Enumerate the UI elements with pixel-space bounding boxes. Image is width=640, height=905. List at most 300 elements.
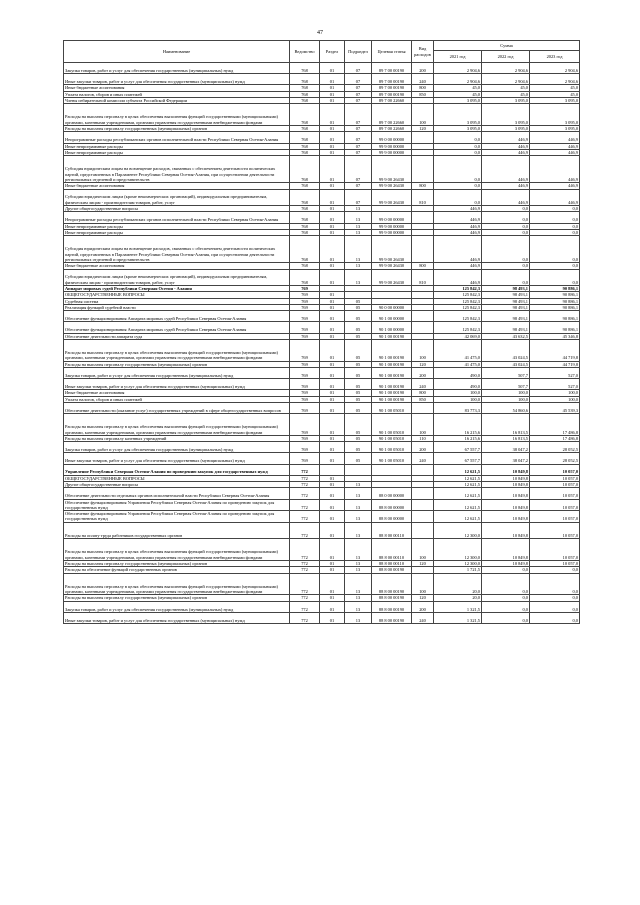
cell-vedomstvo: 772: [290, 612, 320, 623]
cell-amount-2023: 10 057,0: [530, 561, 580, 567]
cell-amount-2022: 0,0: [482, 206, 530, 212]
cell-amount-2022: 45,0: [482, 85, 530, 91]
cell-amount-2023: 446,9: [530, 143, 580, 149]
cell-amount-2022: 0,0: [482, 601, 530, 612]
cell-vedomstvo: 772: [290, 488, 320, 499]
cell-amount-2023: 10 057,0: [530, 522, 580, 539]
cell-amount-2022: 0,0: [482, 263, 530, 269]
cell-amount-2021: 45,0: [434, 91, 482, 97]
cell-amount-2023: 100,0: [530, 390, 580, 396]
table-row: [64, 499, 580, 511]
cell-amount-2022: 446,9: [482, 149, 530, 155]
cell-amount-2022: 16 813,5: [482, 435, 530, 441]
cell-amount-2023: 0,0: [530, 269, 580, 286]
cell-amount-2021: 446,9: [434, 263, 482, 269]
cell-podrazdel: 05: [345, 333, 372, 339]
cell-name: Иные закупки товаров, работ и услуг для обеспечения государственных (муниципальных) нужд: [64, 74, 290, 85]
cell-amount-2021: 12 300,0: [434, 561, 482, 567]
cell-expense-type: 100: [412, 414, 434, 436]
cell-name: Иные непрограммные расходы: [64, 229, 290, 235]
cell-amount-2023: 3 095,0: [530, 126, 580, 132]
cell-vedomstvo: 772: [290, 464, 320, 475]
header-vedomstvo: Ведомство: [290, 41, 320, 63]
cell-target-article: 90 1 00 00190: [372, 379, 412, 390]
cell-amount-2022: 0,0: [482, 573, 530, 595]
cell-name: Расходы на обеспечение функций государственных органов: [64, 567, 290, 573]
cell-name: Реализация функций судебной власти: [64, 304, 290, 310]
cell-podrazdel: 07: [345, 91, 372, 97]
cell-target-article: 89 7 00 22660: [372, 97, 412, 103]
cell-name: Субсидии юридическим лицам (кроме некоммерческих организаций), индивидуальным предпринимателям, физическим лицам - производителям товаров, работ, услуг: [64, 269, 290, 286]
cell-amount-2023: 10 057,0: [530, 475, 580, 481]
cell-name: Иные бюджетные ассигнования: [64, 85, 290, 91]
page-number: 47: [317, 30, 323, 36]
cell-name: Иные бюджетные ассигнования: [64, 183, 290, 189]
cell-name: Субсидии юридическим лицам (кроме некоммерческих организаций), индивидуальным предпринимателям, физическим лицам - производителям товаров, работ, услуг: [64, 189, 290, 206]
cell-expense-type: 120: [412, 126, 434, 132]
cell-name: Закупка товаров, работ и услуг для обеспечения государственных (муниципальных) нужд: [64, 367, 290, 378]
cell-vedomstvo: 772: [290, 595, 320, 601]
cell-expense-type: 850: [412, 91, 434, 97]
cell-amount-2023: 10 057,0: [530, 511, 580, 523]
cell-amount-2023: 446,9: [530, 189, 580, 206]
table-row: [64, 322, 580, 333]
cell-amount-2022: 10 849,8: [482, 511, 530, 523]
cell-target-article: 99 9 00 26430: [372, 236, 412, 263]
cell-amount-2021: 446,9: [434, 212, 482, 223]
cell-vedomstvo: 768: [290, 91, 320, 97]
cell-amount-2021: 12 621,5: [434, 475, 482, 481]
cell-amount-2021: 125 842,3: [434, 304, 482, 310]
cell-razdel: 01: [320, 567, 345, 573]
cell-amount-2022: 10 849,8: [482, 561, 530, 567]
cell-amount-2022: 98 493,1: [482, 322, 530, 333]
cell-razdel: 01: [320, 63, 345, 74]
cell-razdel: 01: [320, 304, 345, 310]
table-row: [64, 442, 580, 453]
cell-amount-2021: 1 321,5: [434, 612, 482, 623]
cell-target-article: 90 1 00 05010: [372, 402, 412, 413]
cell-vedomstvo: 772: [290, 539, 320, 561]
cell-razdel: 01: [320, 396, 345, 402]
cell-target-article: 89 7 00 22660: [372, 104, 412, 126]
cell-vedomstvo: 768: [290, 206, 320, 212]
cell-vedomstvo: 772: [290, 475, 320, 481]
cell-name: Уплата налогов, сборов и иных платежей: [64, 396, 290, 402]
table-row: [64, 367, 580, 378]
cell-name: Непрограммные расходы республиканских органов исполнительной власти Республики Северная Осетия-Алания: [64, 132, 290, 143]
cell-name: Иные закупки товаров, работ и услуг для обеспечения государственных (муниципальных) нужд: [64, 379, 290, 390]
cell-expense-type: 810: [412, 189, 434, 206]
cell-podrazdel: 13: [345, 561, 372, 567]
cell-razdel: 01: [320, 269, 345, 286]
cell-amount-2021: 125 842,3: [434, 292, 482, 298]
cell-name: Расходы на выплаты персоналу государственных (муниципальных) органов: [64, 561, 290, 567]
cell-amount-2022: 3 095,0: [482, 104, 530, 126]
cell-amount-2021: 12 621,5: [434, 499, 482, 511]
cell-amount-2023: 90 886,1: [530, 298, 580, 304]
cell-amount-2021: 12 621,5: [434, 464, 482, 475]
cell-expense-type: 200: [412, 601, 434, 612]
cell-expense-type: [412, 499, 434, 511]
cell-vedomstvo: 769: [290, 322, 320, 333]
cell-amount-2022: 0,0: [482, 229, 530, 235]
cell-expense-type: [412, 212, 434, 223]
cell-vedomstvo: 769: [290, 361, 320, 367]
cell-vedomstvo: 769: [290, 402, 320, 413]
cell-expense-type: [412, 236, 434, 263]
cell-podrazdel: 13: [345, 223, 372, 229]
cell-podrazdel: 07: [345, 85, 372, 91]
cell-razdel: 01: [320, 298, 345, 304]
cell-amount-2021: 12 621,5: [434, 511, 482, 523]
cell-target-article: 90 1 00 00000: [372, 322, 412, 333]
cell-amount-2023: 446,9: [530, 132, 580, 143]
cell-podrazdel: 05: [345, 339, 372, 361]
cell-razdel: 01: [320, 104, 345, 126]
cell-expense-type: 100: [412, 104, 434, 126]
cell-amount-2021: 125 842,3: [434, 311, 482, 322]
cell-podrazdel: 05: [345, 304, 372, 310]
cell-amount-2021: 0,0: [434, 189, 482, 206]
cell-amount-2021: 12 621,5: [434, 488, 482, 499]
cell-expense-type: 100: [412, 339, 434, 361]
cell-expense-type: 100: [412, 573, 434, 595]
cell-vedomstvo: 768: [290, 85, 320, 91]
cell-podrazdel: 07: [345, 149, 372, 155]
cell-vedomstvo: 772: [290, 511, 320, 523]
cell-expense-type: [412, 402, 434, 413]
cell-razdel: 01: [320, 482, 345, 488]
cell-amount-2021: 446,9: [434, 269, 482, 286]
cell-target-article: 99 9 00 00000: [372, 229, 412, 235]
cell-name: ОБЩЕГОСУДАРСТВЕННЫЕ ВОПРОСЫ: [64, 292, 290, 298]
cell-target-article: 90 1 00 05010: [372, 442, 412, 453]
cell-razdel: 01: [320, 561, 345, 567]
cell-amount-2022: 10 849,8: [482, 499, 530, 511]
cell-podrazdel: 13: [345, 522, 372, 539]
cell-amount-2023: 90 886,1: [530, 322, 580, 333]
cell-vedomstvo: 772: [290, 522, 320, 539]
cell-razdel: 01: [320, 229, 345, 235]
cell-expense-type: [412, 464, 434, 475]
cell-expense-type: 100: [412, 539, 434, 561]
cell-amount-2021: 16 215,6: [434, 414, 482, 436]
cell-amount-2021: 12 300,0: [434, 522, 482, 539]
cell-podrazdel: 13: [345, 612, 372, 623]
cell-amount-2023: 0,0: [530, 567, 580, 573]
cell-name: Управление Республики Северная Осетия-Алания по проведению закупок для государственных нужд: [64, 464, 290, 475]
cell-razdel: 01: [320, 539, 345, 561]
cell-name: Обеспечение функционирования Аппарата мировых судей Республики Северная Осетия-Алания: [64, 311, 290, 322]
cell-vedomstvo: 769: [290, 379, 320, 390]
cell-vedomstvo: 769: [290, 333, 320, 339]
table-row: [64, 464, 580, 475]
cell-amount-2021: 12 621,5: [434, 482, 482, 488]
cell-name: Иные закупки товаров, работ и услуг для обеспечения государственных (муниципальных) нужд: [64, 453, 290, 464]
header-summa: Сумма: [434, 41, 580, 51]
table-row: [64, 612, 580, 623]
cell-amount-2022: 16 813,5: [482, 414, 530, 436]
cell-target-article: 89 7 00 22660: [372, 126, 412, 132]
cell-podrazdel: 07: [345, 156, 372, 183]
cell-target-article: 99 9 00 26430: [372, 183, 412, 189]
cell-amount-2022: 10 849,8: [482, 539, 530, 561]
cell-amount-2021: 67 557,7: [434, 442, 482, 453]
cell-target-article: 99 0 00 00000: [372, 132, 412, 143]
table-row: [64, 156, 580, 183]
cell-name: Иные непрограммные расходы: [64, 223, 290, 229]
cell-amount-2023: 17 486,8: [530, 435, 580, 441]
cell-podrazdel: 13: [345, 511, 372, 523]
header-expense-type: Вид расходов: [412, 41, 434, 63]
cell-expense-type: 200: [412, 63, 434, 74]
cell-podrazdel: 07: [345, 104, 372, 126]
cell-vedomstvo: 772: [290, 601, 320, 612]
cell-amount-2022: 446,9: [482, 189, 530, 206]
cell-expense-type: [412, 322, 434, 333]
cell-amount-2021: 3 095,0: [434, 126, 482, 132]
cell-target-article: 89 7 00 00190: [372, 74, 412, 85]
cell-razdel: 01: [320, 414, 345, 436]
cell-name: Расходы на выплаты персоналу в целях обеспечения выполнения функций государственными (муниципальными) органами, казенными учреждениями, органами управления государственными внебюджетными фондами: [64, 573, 290, 595]
cell-amount-2021: 100,0: [434, 396, 482, 402]
cell-name: Обеспечение деятельности аппарата суда: [64, 333, 290, 339]
cell-vedomstvo: 768: [290, 74, 320, 85]
cell-name: Обеспечение функционирования Управления Республики Северная Осетия-Алания по проведению закупок для государственных нужд: [64, 499, 290, 511]
cell-amount-2023: 446,9: [530, 183, 580, 189]
cell-target-article: 88 8 00 00190: [372, 601, 412, 612]
cell-amount-2023: 446,9: [530, 156, 580, 183]
cell-podrazdel: 05: [345, 442, 372, 453]
cell-name: Субсидия юридическим лицам на возмещение расходов, связанных с обеспечением деятельности политических партий, представленных в Парламенте Республики Северная Осетия-Алания, при осуществлении деятельности региональных отделений и представительств: [64, 236, 290, 263]
cell-expense-type: 120: [412, 595, 434, 601]
table-row: [64, 132, 580, 143]
cell-amount-2022: 10 849,8: [482, 475, 530, 481]
cell-podrazdel: [345, 464, 372, 475]
cell-expense-type: 200: [412, 442, 434, 453]
cell-podrazdel: 13: [345, 601, 372, 612]
cell-amount-2022: 2 904,6: [482, 63, 530, 74]
cell-amount-2022: 3 095,0: [482, 126, 530, 132]
cell-podrazdel: 07: [345, 132, 372, 143]
cell-vedomstvo: 769: [290, 396, 320, 402]
header-name: Наименование: [64, 41, 290, 63]
cell-name: Другие общегосударственные вопросы: [64, 482, 290, 488]
cell-target-article: 99 9 00 00000: [372, 223, 412, 229]
cell-expense-type: 200: [412, 367, 434, 378]
cell-expense-type: 810: [412, 269, 434, 286]
cell-vedomstvo: 769: [290, 292, 320, 298]
cell-podrazdel: 13: [345, 206, 372, 212]
cell-target-article: 88 8 00 00190: [372, 612, 412, 623]
cell-amount-2023: 0,0: [530, 229, 580, 235]
cell-expense-type: [412, 488, 434, 499]
cell-target-article: 99 9 00 26430: [372, 263, 412, 269]
cell-razdel: 01: [320, 311, 345, 322]
cell-razdel: 01: [320, 573, 345, 595]
cell-amount-2021: 125 842,3: [434, 298, 482, 304]
cell-target-article: 88 0 00 00000: [372, 488, 412, 499]
cell-name: Члены избирательной комиссии субъекта Российской Федерации: [64, 97, 290, 103]
cell-target-article: 99 9 00 26430: [372, 189, 412, 206]
cell-podrazdel: 13: [345, 269, 372, 286]
cell-amount-2021: 12 300,0: [434, 539, 482, 561]
cell-vedomstvo: 768: [290, 183, 320, 189]
cell-amount-2021: 41 475,0: [434, 339, 482, 361]
table-header: [64, 41, 580, 63]
cell-podrazdel: 13: [345, 595, 372, 601]
cell-amount-2021: 45,0: [434, 85, 482, 91]
cell-podrazdel: 07: [345, 63, 372, 74]
budget-table: [63, 40, 580, 624]
cell-vedomstvo: 769: [290, 414, 320, 436]
cell-amount-2023: 0,0: [530, 236, 580, 263]
cell-razdel: 01: [320, 333, 345, 339]
cell-amount-2022: 446,9: [482, 143, 530, 149]
cell-name: Расходы на выплаты персоналу государственных (муниципальных) органов: [64, 126, 290, 132]
cell-amount-2021: 0,0: [434, 156, 482, 183]
cell-target-article: 90 1 00 00190: [372, 367, 412, 378]
cell-name: Субсидия юридическим лицам на возмещение расходов, связанных с обеспечением деятельности политических партий, представленных в Парламенте Республики Северная Осетия-Алания, при осуществлении деятельности региональных отделений и представительств: [64, 156, 290, 183]
cell-target-article: 90 1 00 00000: [372, 311, 412, 322]
cell-vedomstvo: 768: [290, 132, 320, 143]
cell-vedomstvo: 768: [290, 223, 320, 229]
cell-target-article: 99 9 00 26430: [372, 156, 412, 183]
cell-target-article: 90 1 00 05010: [372, 435, 412, 441]
cell-vedomstvo: 768: [290, 97, 320, 103]
cell-name: Иные бюджетные ассигнования: [64, 390, 290, 396]
cell-amount-2021: 446,9: [434, 229, 482, 235]
cell-target-article: 90 0 00 00000: [372, 304, 412, 310]
cell-podrazdel: 05: [345, 453, 372, 464]
cell-amount-2021: 3 095,0: [434, 97, 482, 103]
cell-amount-2021: 125 842,3: [434, 322, 482, 333]
cell-amount-2023: 0,0: [530, 612, 580, 623]
cell-target-article: 89 7 00 00190: [372, 63, 412, 74]
cell-amount-2022: 446,9: [482, 132, 530, 143]
cell-vedomstvo: 768: [290, 156, 320, 183]
cell-amount-2022: 100,0: [482, 396, 530, 402]
cell-expense-type: [412, 311, 434, 322]
cell-vedomstvo: 768: [290, 149, 320, 155]
table-row: [64, 63, 580, 74]
cell-amount-2023: 0,0: [530, 212, 580, 223]
cell-razdel: 01: [320, 522, 345, 539]
cell-amount-2023: 44 719,8: [530, 339, 580, 361]
cell-podrazdel: 05: [345, 311, 372, 322]
cell-amount-2021: 83 773,3: [434, 402, 482, 413]
table-row: [64, 379, 580, 390]
cell-amount-2023: 10 057,0: [530, 482, 580, 488]
cell-vedomstvo: 769: [290, 286, 320, 292]
cell-target-article: 89 7 00 00190: [372, 85, 412, 91]
cell-amount-2021: 490,0: [434, 379, 482, 390]
cell-expense-type: 800: [412, 85, 434, 91]
cell-vedomstvo: 772: [290, 482, 320, 488]
cell-amount-2023: 10 057,0: [530, 464, 580, 475]
cell-amount-2023: 0,0: [530, 223, 580, 229]
cell-razdel: 01: [320, 390, 345, 396]
cell-podrazdel: 13: [345, 488, 372, 499]
cell-amount-2022: 3 095,0: [482, 97, 530, 103]
cell-podrazdel: 13: [345, 263, 372, 269]
cell-target-article: 90 1 00 00190: [372, 339, 412, 361]
cell-amount-2023: 45 346,8: [530, 333, 580, 339]
cell-amount-2023: 90 886,1: [530, 286, 580, 292]
cell-amount-2023: 0,0: [530, 573, 580, 595]
cell-name: Обеспечение функционирования Аппарата мировых судей Республики Северная Осетия-Алания: [64, 322, 290, 333]
cell-razdel: 01: [320, 595, 345, 601]
header-target-article: Целевая статья: [372, 41, 412, 63]
cell-podrazdel: 05: [345, 414, 372, 436]
header-year-2023: 2023 год: [530, 51, 580, 63]
cell-name: Обеспечение деятельности (оказание услуг) государственных учреждений в сфере общегосударственных вопросов: [64, 402, 290, 413]
cell-amount-2023: 28 052,5: [530, 442, 580, 453]
table-row: [64, 189, 580, 206]
cell-razdel: 01: [320, 488, 345, 499]
cell-amount-2022: 0,0: [482, 612, 530, 623]
cell-podrazdel: 13: [345, 482, 372, 488]
cell-amount-2021: 2 904,6: [434, 63, 482, 74]
cell-amount-2022: 10 849,8: [482, 464, 530, 475]
cell-target-article: 90 1 00 00190: [372, 333, 412, 339]
cell-podrazdel: 13: [345, 236, 372, 263]
cell-amount-2023: 2 904,6: [530, 74, 580, 85]
cell-name: Расходы на выплаты персоналу в целях обеспечения выполнения функций государственными (муниципальными) органами, казенными учреждениями, органами управления государственными внебюджетными фондами: [64, 339, 290, 361]
table-row: [64, 311, 580, 322]
cell-amount-2022: 98 493,1: [482, 304, 530, 310]
cell-amount-2021: 1 721,5: [434, 567, 482, 573]
cell-vedomstvo: 768: [290, 263, 320, 269]
cell-name: Закупка товаров, работ и услуг для обеспечения государственных (муниципальных) нужд: [64, 63, 290, 74]
cell-razdel: 01: [320, 91, 345, 97]
cell-razdel: 01: [320, 189, 345, 206]
cell-razdel: 01: [320, 263, 345, 269]
cell-amount-2021: 42 069,0: [434, 333, 482, 339]
cell-amount-2023: 446,9: [530, 149, 580, 155]
cell-target-article: 90 1 00 05010: [372, 453, 412, 464]
cell-amount-2021: 67 557,7: [434, 453, 482, 464]
cell-target-article: 88 8 00 00000: [372, 511, 412, 523]
cell-amount-2021: 0,0: [434, 132, 482, 143]
cell-amount-2022: 43 024,5: [482, 339, 530, 361]
table-row: [64, 269, 580, 286]
cell-amount-2021: 16 215,6: [434, 435, 482, 441]
cell-target-article: 88 8 00 00110: [372, 561, 412, 567]
cell-expense-type: 240: [412, 453, 434, 464]
cell-amount-2023: 10 057,0: [530, 539, 580, 561]
cell-podrazdel: 05: [345, 298, 372, 304]
cell-podrazdel: 05: [345, 367, 372, 378]
cell-vedomstvo: 769: [290, 311, 320, 322]
cell-vedomstvo: 769: [290, 435, 320, 441]
cell-amount-2021: 490,0: [434, 367, 482, 378]
table-row: [64, 236, 580, 263]
cell-amount-2021: 100,0: [434, 390, 482, 396]
cell-podrazdel: 05: [345, 390, 372, 396]
cell-vedomstvo: 768: [290, 212, 320, 223]
cell-amount-2022: 446,9: [482, 183, 530, 189]
cell-name: Другие общегосударственные вопросы: [64, 206, 290, 212]
cell-vedomstvo: 772: [290, 567, 320, 573]
cell-podrazdel: 13: [345, 212, 372, 223]
cell-amount-2023: 527,0: [530, 379, 580, 390]
cell-amount-2021: 446,9: [434, 206, 482, 212]
cell-name: Иные бюджетные ассигнования: [64, 263, 290, 269]
cell-expense-type: [412, 156, 434, 183]
cell-vedomstvo: 768: [290, 143, 320, 149]
